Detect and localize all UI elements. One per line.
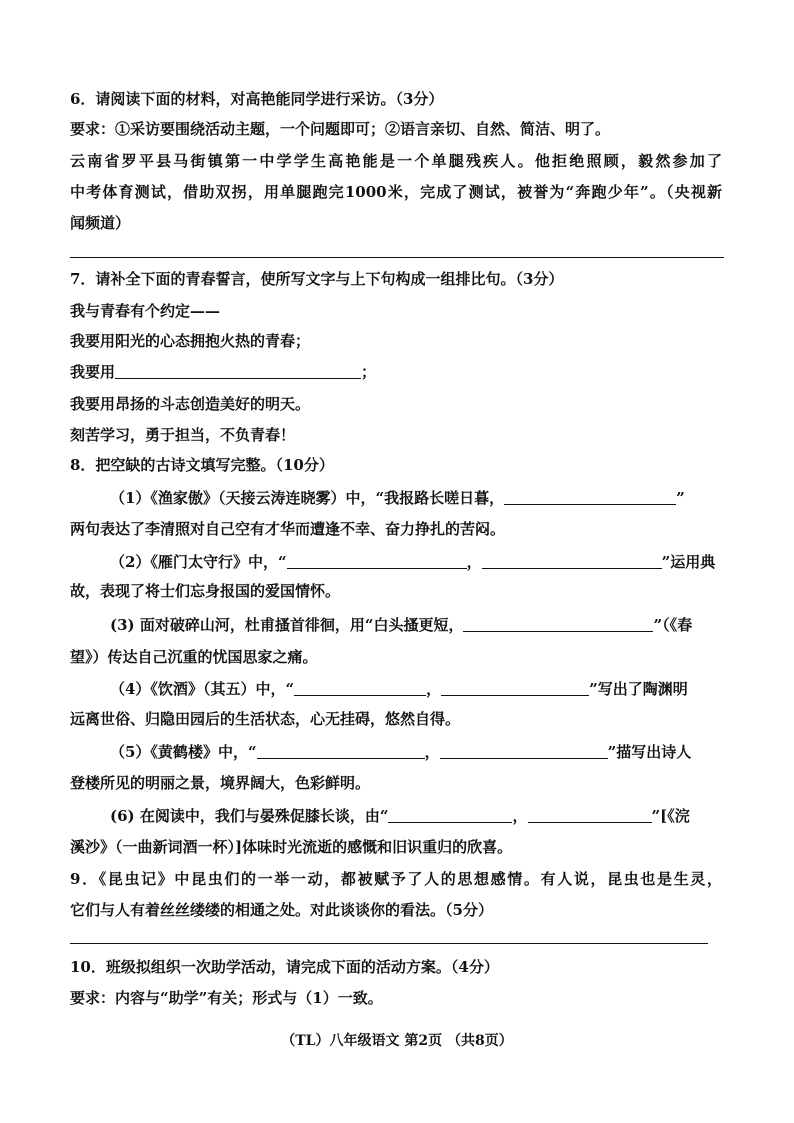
q7-line-3 — [70, 361, 722, 383]
q6-requirement: 要求：①采访要围绕活动主题，一个问题即可；②语言亲切、自然、简洁、明了。 — [70, 120, 611, 138]
q8-item-2-text: （2）《雁门太守行》中，“ — [110, 553, 287, 571]
q7-line-2: 我要用阳光的心态拥抱火热的青春； — [70, 332, 311, 350]
q8-item-5-tail: ”描写出诗人 — [607, 743, 692, 761]
q8-item-2-tail: ”运用典 — [661, 553, 716, 571]
q7-title: 7．请补全下面的青春誓言，使所写文字与上下句构成一组排比句。（3分） — [70, 270, 564, 288]
q8-item-3-tail: ”（《春 — [653, 616, 693, 634]
q7-line-3-suffix: ； — [361, 363, 377, 381]
q8-item-2-cont: 故，表现了将士们忘身报国的爱国情怀。 — [70, 582, 341, 600]
q8-item-3-text: (3) 面对破碎山河，杜甫搔首徘徊，用“白头搔更短， — [110, 616, 464, 634]
q6-answer-line[interactable] — [70, 257, 724, 258]
q8-item-4-blank-1[interactable] — [294, 679, 426, 696]
q9-line-2: 它们与人有着丝丝缕缕的相通之处。对此谈谈你的看法。（5分） — [70, 901, 493, 919]
q7-line-5: 刻苦学习，勇于担当，不负青春！ — [70, 426, 296, 444]
q8-item-1 — [110, 487, 722, 509]
q7-line-1: 我与青春有个约定—— — [70, 302, 221, 320]
q8-item-4-tail: ”写出了陶渊明 — [589, 680, 688, 698]
q10-requirement: 要求：内容与“助学”有关；形式与（1）一致。 — [70, 989, 383, 1007]
q8-item-5-blank-2[interactable] — [440, 742, 608, 759]
q8-item-2 — [110, 551, 722, 573]
q8-item-1-cont: 两句表达了李清照对自己空有才华而遭逢不幸、奋力挣扎的苦闷。 — [70, 520, 506, 538]
q8-item-6-comma: ， — [512, 807, 528, 825]
q8-item-2-blank-1[interactable] — [287, 552, 467, 569]
q8-item-1-text: （1）《渔家傲》（天接云涛连晓雾）中，“我报路长嗟日暮， — [110, 489, 505, 507]
q6-material-line-2: 中考体育测试，借助双拐，用单腿跑完1000米，完成了测试，被誉为“奔跑少年”。（央视新 — [70, 183, 722, 201]
q8-item-1-close: ” — [676, 489, 685, 507]
q7-line-4: 我要用昂扬的斗志创造美好的明天。 — [70, 395, 311, 413]
q8-item-5-comma: ， — [424, 743, 440, 761]
q8-item-4 — [110, 678, 722, 700]
q8-item-2-blank-2[interactable] — [482, 552, 662, 569]
page-footer: （TL）八年级语文 第2页 （共8页） — [281, 1033, 513, 1049]
q8-item-1-blank[interactable] — [504, 488, 676, 505]
q8-title: 8．把空缺的古诗文填写完整。（10分） — [70, 456, 334, 474]
q6-title: 6．请阅读下面的材料，对高艳能同学进行采访。（3分） — [70, 90, 444, 108]
q8-item-6-blank-2[interactable] — [528, 806, 652, 823]
q8-item-4-text: （4）《饮酒》（其五）中，“ — [110, 680, 295, 698]
q6-material-line-3: 闻频道） — [70, 214, 131, 232]
q8-item-5-cont: 登楼所见的明丽之景，境界阔大，色彩鲜明。 — [70, 774, 371, 792]
q8-item-4-cont: 远离世俗、归隐田园后的生活状态，心无挂碍，悠然自得。 — [70, 710, 461, 728]
q8-item-5-text: （5）《黄鹤楼》中，“ — [110, 743, 257, 761]
q8-item-5 — [110, 741, 722, 763]
q8-item-3-cont: 望》）传达自己沉重的忧国思家之痛。 — [70, 648, 318, 666]
q8-item-6-tail: ”[《浣 — [651, 807, 690, 825]
q8-item-4-blank-2[interactable] — [441, 679, 589, 696]
q9-line-1: 9．《昆虫记》中昆虫们的一举一动，都被赋予了人的思想感情。有人说，昆虫也是生灵， — [70, 870, 722, 888]
q7-blank[interactable] — [115, 362, 361, 379]
q8-item-6 — [110, 805, 722, 827]
q8-item-3 — [110, 614, 722, 636]
q8-item-5-blank-1[interactable] — [257, 742, 425, 759]
q10-title: 10．班级拟组织一次助学活动，请完成下面的活动方案。（4分） — [70, 958, 499, 976]
q8-item-3-blank[interactable] — [463, 615, 653, 632]
q8-item-4-comma: ， — [426, 680, 442, 698]
q7-line-3-prefix: 我要用 — [70, 363, 116, 381]
q8-item-6-blank-1[interactable] — [388, 806, 512, 823]
q9-answer-line[interactable] — [70, 943, 708, 944]
q8-item-6-text: (6) 在阅读中，我们与晏殊促膝长谈，由“ — [110, 807, 389, 825]
q8-item-2-comma: ， — [466, 553, 482, 571]
q6-material-line-1: 云南省罗平县马街镇第一中学学生高艳能是一个单腿残疾人。他拒绝照顾，毅然参加了 — [70, 152, 722, 170]
q8-item-6-cont: 溪沙》（一曲新词酒一杯）]体味时光流逝的感慨和旧识重归的欣喜。 — [70, 838, 513, 856]
